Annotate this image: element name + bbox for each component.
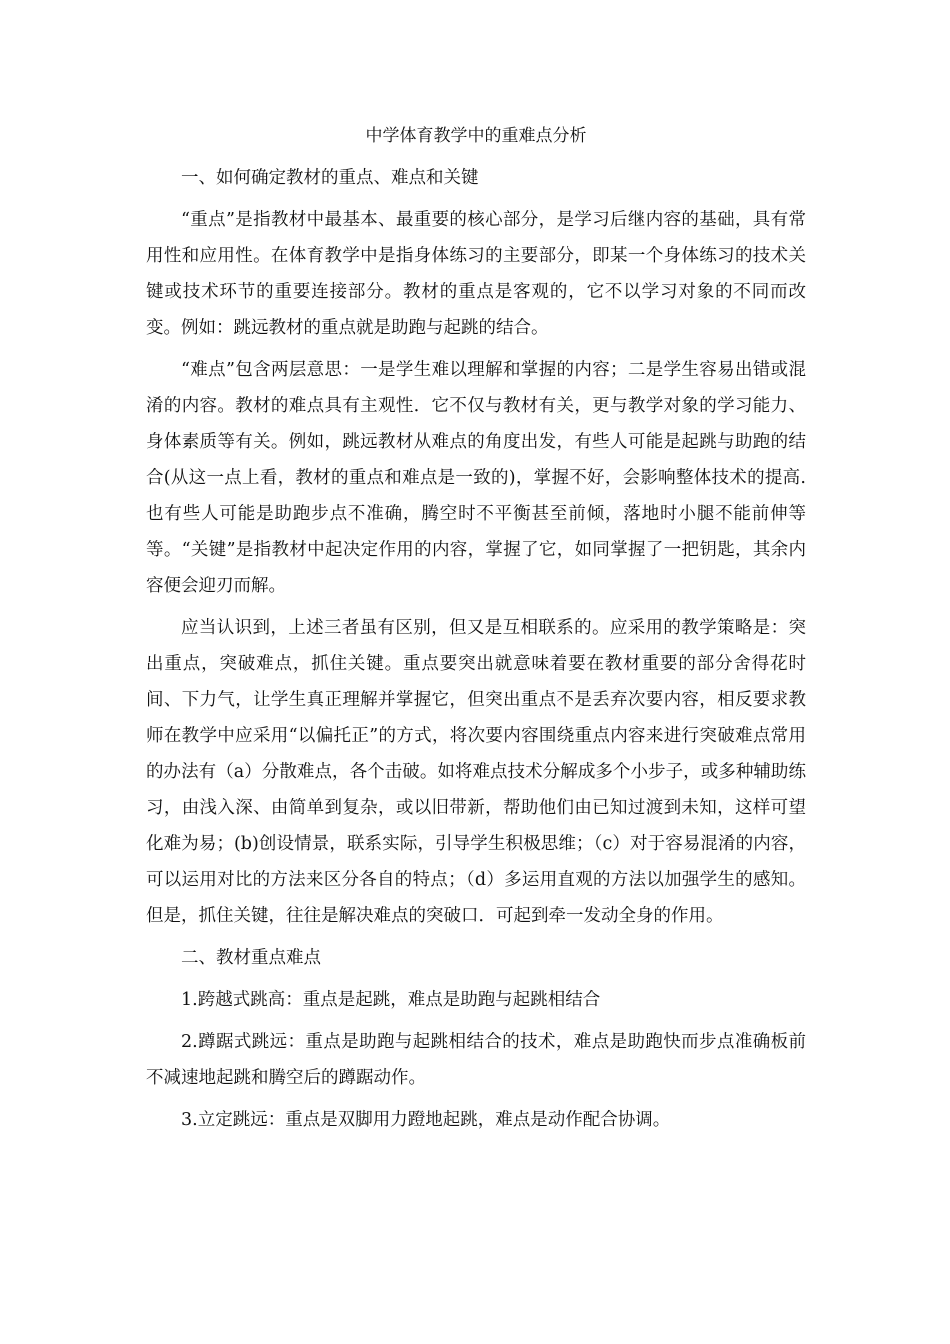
document-body bbox=[146, 118, 806, 1144]
section-heading-1: 一、如何确定教材的重点、难点和关键 bbox=[181, 168, 479, 188]
section-heading-2: 二、教材重点难点 bbox=[181, 948, 321, 968]
list-item-high-jump: 1.跨越式跳高：重点是起跳，难点是助跑与起跳相结合 bbox=[181, 990, 601, 1010]
list-item-long-jump: 2.蹲踞式跳远：重点是助跑与起跳相结合的技术，难点是助跑快而步点准确板前不减速地起跳和腾空后的蹲踞动作。 bbox=[146, 1032, 806, 1088]
paragraph-difficult-points: “难点”包含两层意思：一是学生难以理解和掌握的内容；二是学生容易出错或混淆的内容。教材的难点具有主观性．它不仅与教材有关，更与教学对象的学习能力、身体素质等有关。例如，跳远教材从难点的角度出发，有些人可能是起跳与助跑的结合(从这一点上看，教材的重点和难点是一致的)，掌握不好，会影响整体技术的提高.也有些人可能是助跑步点不准确，腾空时不平衡甚至前倾，落地时小腿不能前伸等等。“关键”是指教材中起决定作用的内容，掌握了它，如同掌握了一把钥匙，其余内容便会迎刃而解。 bbox=[146, 360, 806, 596]
document-title: 中学体育教学中的重难点分析 bbox=[365, 126, 587, 146]
list-item-standing-jump: 3.立定跳远：重点是双脚用力蹬地起跳，难点是动作配合协调。 bbox=[181, 1110, 671, 1130]
paragraph-key-points: “重点”是指教材中最基本、最重要的核心部分，是学习后继内容的基础，具有常用性和应用性。在体育教学中是指身体练习的主要部分，即某一个身体练习的技术关键或技术环节的重要连接部分。教材的重点是客观的，它不以学习对象的不同而改变。例如：跳远教材的重点就是助跑与起跳的结合。 bbox=[146, 210, 806, 338]
paragraph-teaching-strategy: 应当认识到，上述三者虽有区别，但又是互相联系的。应采用的教学策略是：突出重点，突破难点，抓住关键。重点要突出就意味着要在教材重要的部分舍得花时间、下力气，让学生真正理解并掌握它，但突出重点不是丢弃次要内容，相反要求教师在教学中应采用“以偏托正”的方式，将次要内容围绕重点内容来进行突破难点常用的办法有（a）分散难点，各个击破。如将难点技术分解成多个小步子，或多种辅助练习，由浅入深、由简单到复杂，或以旧带新，帮助他们由已知过渡到未知，这样可望化难为易；(b)创设情景，联系实际，引导学生积极思维；（c）对于容易混淆的内容，可以运用对比的方法来区分各自的特点；（d）多运用直观的方法以加强学生的感知。但是，抓住关键，往往是解决难点的突破口．可起到牵一发动全身的作用。 bbox=[146, 618, 806, 926]
